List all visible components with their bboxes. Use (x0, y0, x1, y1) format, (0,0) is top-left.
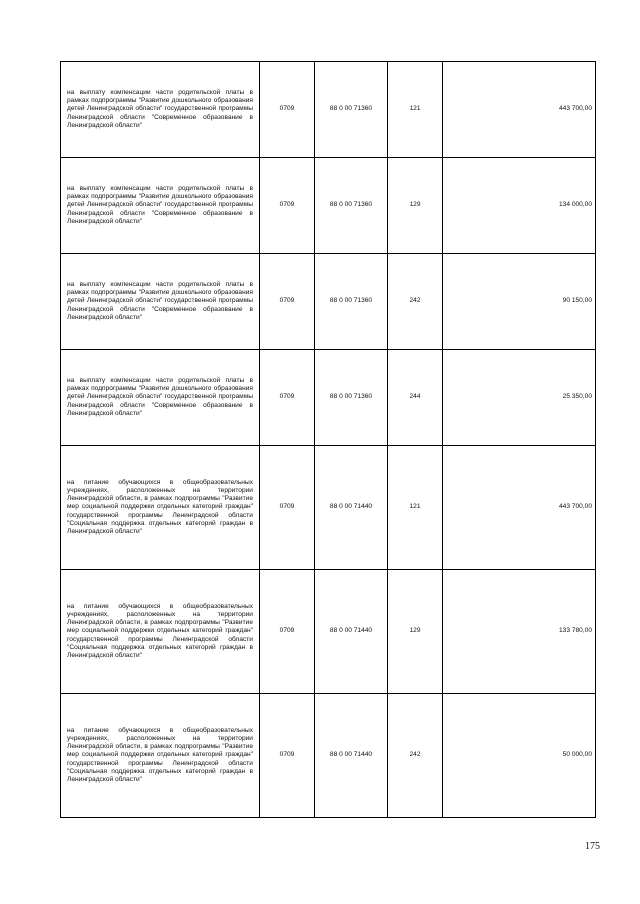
row-target-code: 88 0 00 71360 (315, 62, 388, 158)
row-description: на выплату компенсации части родительской платы в рамках подпрограммы "Развитие дошкольного образования детей Ленинградской области" государственной программы Ленинградской области "Современное образование в Ленинградской области" (61, 350, 260, 446)
row-amount: 25 350,00 (443, 350, 596, 446)
row-amount: 133 780,00 (443, 570, 596, 694)
budget-table (60, 61, 596, 818)
row-target-code: 88 0 00 71440 (315, 446, 388, 570)
row-expense-type: 121 (388, 446, 443, 570)
row-expense-type: 244 (388, 350, 443, 446)
row-expense-type: 129 (388, 158, 443, 254)
row-expense-type: 242 (388, 254, 443, 350)
row-description: на выплату компенсации части родительской платы в рамках подпрограммы "Развитие дошкольного образования детей Ленинградской области" государственной программы Ленинградской области "Современное образование в Ленинградской области" (61, 158, 260, 254)
row-target-code: 88 0 00 71440 (315, 694, 388, 818)
row-description: на выплату компенсации части родительской платы в рамках подпрограммы "Развитие дошкольного образования детей Ленинградской области" государственной программы Ленинградской области "Современное образование в Ленинградской области" (61, 62, 260, 158)
row-amount: 443 700,00 (443, 62, 596, 158)
row-expense-type: 129 (388, 570, 443, 694)
row-expense-type: 242 (388, 694, 443, 818)
row-section-code: 0709 (260, 570, 315, 694)
row-description: на питание обучающихся в общеобразовательных учреждениях, расположенных на территории Ленинградской области, в рамках подпрограммы "Развитие мер социальной поддержки отдельных категорий граждан" государственной программы Ленинградской области "Социальная поддержка отдельных категорий граждан в Ленинградской области" (61, 446, 260, 570)
row-description: на питание обучающихся в общеобразовательных учреждениях, расположенных на территории Ленинградской области, в рамках подпрограммы "Развитие мер социальной поддержки отдельных категорий граждан" государственной программы Ленинградской области "Социальная поддержка отдельных категорий граждан в Ленинградской области" (61, 570, 260, 694)
row-amount: 443 700,00 (443, 446, 596, 570)
row-amount: 50 000,00 (443, 694, 596, 818)
row-target-code: 88 0 00 71360 (315, 158, 388, 254)
row-description: на питание обучающихся в общеобразовательных учреждениях, расположенных на территории Ленинградской области, в рамках подпрограммы "Развитие мер социальной поддержки отдельных категорий граждан" государственной программы Ленинградской области "Социальная поддержка отдельных категорий граждан в Ленинградской области" (61, 694, 260, 818)
budget-table-body (61, 62, 596, 818)
table-row (61, 570, 596, 694)
table-row (61, 446, 596, 570)
row-section-code: 0709 (260, 158, 315, 254)
row-section-code: 0709 (260, 694, 315, 818)
table-row (61, 158, 596, 254)
row-target-code: 88 0 00 71440 (315, 570, 388, 694)
row-amount: 90 150,00 (443, 254, 596, 350)
row-section-code: 0709 (260, 350, 315, 446)
row-target-code: 88 0 00 71360 (315, 254, 388, 350)
table-row (61, 350, 596, 446)
row-expense-type: 121 (388, 62, 443, 158)
row-section-code: 0709 (260, 446, 315, 570)
row-section-code: 0709 (260, 62, 315, 158)
row-amount: 134 000,00 (443, 158, 596, 254)
page-number: 175 (585, 841, 600, 852)
table-row (61, 694, 596, 818)
table-row (61, 62, 596, 158)
row-description: на выплату компенсации части родительской платы в рамках подпрограммы "Развитие дошкольного образования детей Ленинградской области" государственной программы Ленинградской области "Современное образование в Ленинградской области" (61, 254, 260, 350)
row-target-code: 88 0 00 71360 (315, 350, 388, 446)
row-section-code: 0709 (260, 254, 315, 350)
table-row (61, 254, 596, 350)
